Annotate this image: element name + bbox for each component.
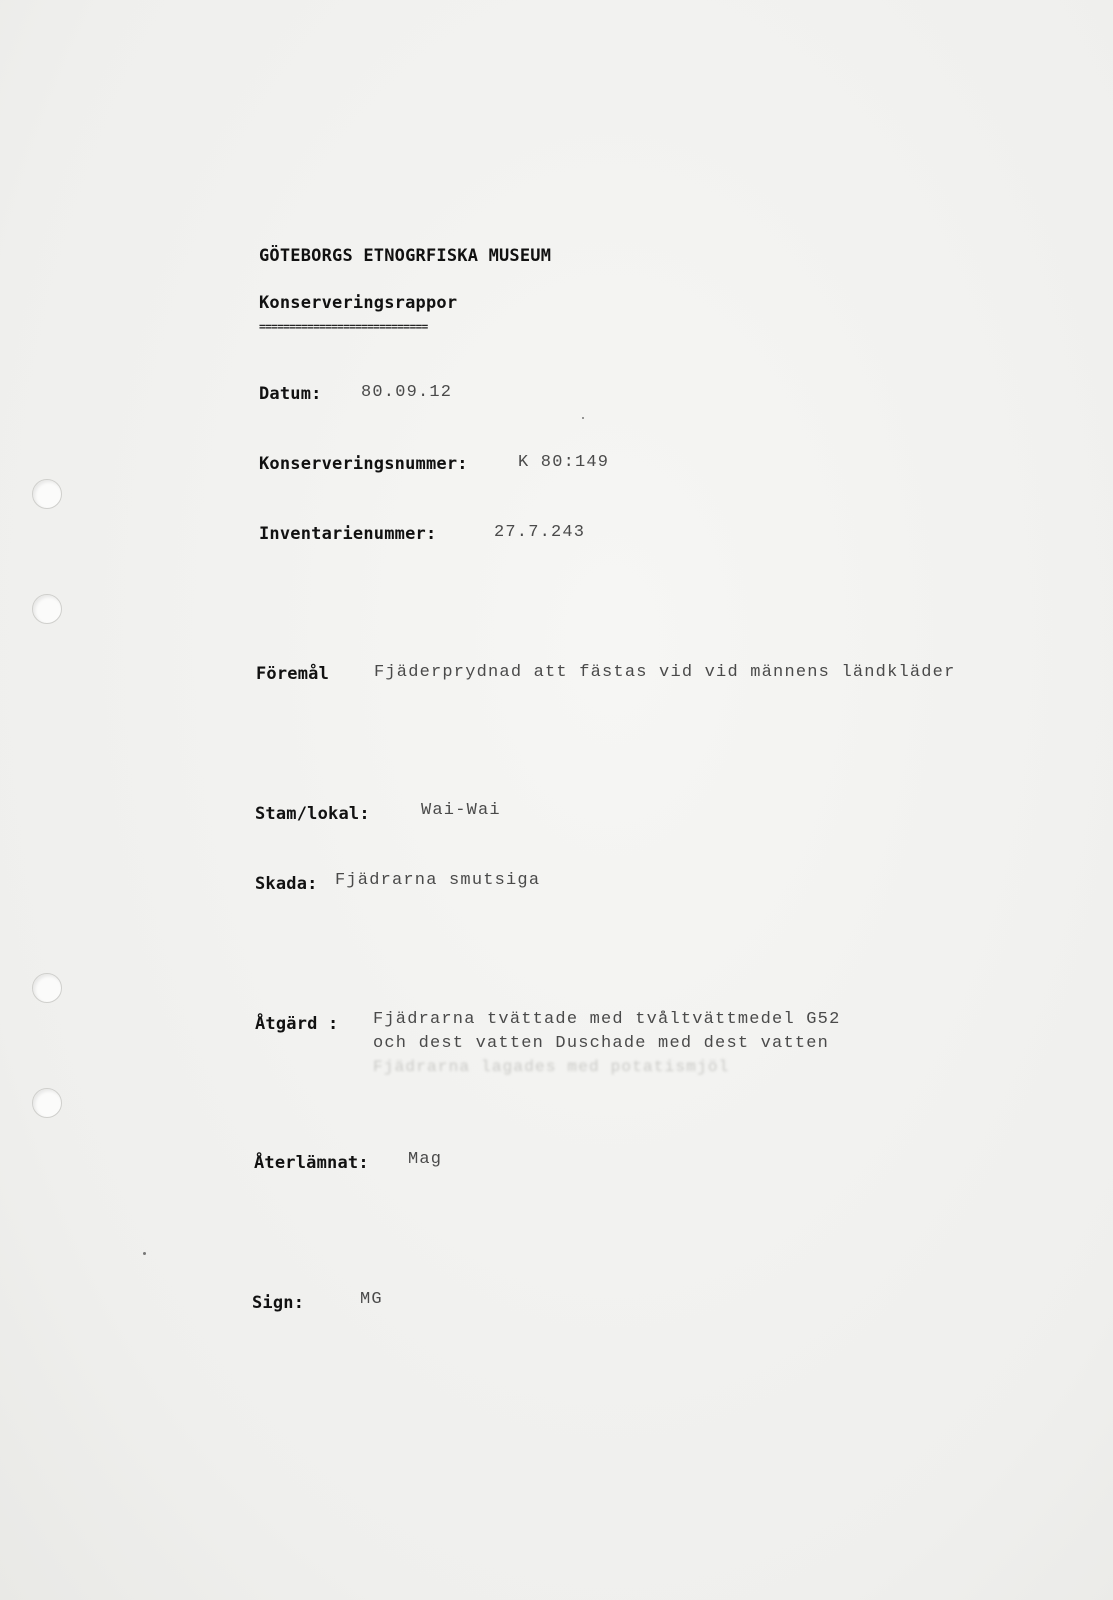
paper-speck bbox=[582, 417, 584, 419]
paper-speck bbox=[143, 1252, 146, 1255]
punch-hole bbox=[32, 594, 62, 624]
punch-hole bbox=[32, 1088, 62, 1118]
sign-value: MG bbox=[360, 1290, 383, 1309]
punch-hole bbox=[32, 973, 62, 1003]
konserveringsnummer-value: K 80:149 bbox=[518, 453, 610, 472]
institution-name: GÖTEBORGS ETNOGRFISKA MUSEUM bbox=[259, 246, 552, 266]
atgard-erased-line: Fjädrarna lagades med potatismjöl bbox=[373, 1058, 730, 1076]
stam-lokal-value: Wai-Wai bbox=[421, 801, 501, 820]
foremal-value: Fjäderprydnad att fästas vid vid männens ländkläder bbox=[374, 663, 956, 682]
datum-label: Datum: bbox=[259, 384, 322, 404]
aterlamnat-value: Mag bbox=[408, 1150, 443, 1169]
stam-lokal-label: Stam/lokal: bbox=[255, 804, 370, 824]
title-underline: ============================ bbox=[259, 320, 428, 333]
foremal-label: Föremål bbox=[256, 664, 330, 684]
datum-value: 80.09.12 bbox=[361, 383, 453, 402]
konserveringsnummer-label: Konserveringsnummer: bbox=[259, 454, 468, 474]
sign-label: Sign: bbox=[252, 1293, 305, 1313]
report-title: Konserveringsrappor bbox=[259, 293, 458, 313]
aterlamnat-label: Återlämnat: bbox=[254, 1153, 369, 1173]
skada-value: Fjädrarna smutsiga bbox=[335, 871, 541, 890]
atgard-label: Åtgärd : bbox=[255, 1014, 339, 1034]
atgard-line-1: Fjädrarna tvättade med tvåltvättmedel G52 bbox=[373, 1010, 841, 1029]
punch-hole bbox=[32, 479, 62, 509]
atgard-line-2: och dest vatten Duschade med dest vatten bbox=[373, 1034, 830, 1053]
skada-label: Skada: bbox=[255, 874, 318, 894]
inventarienummer-value: 27.7.243 bbox=[494, 523, 586, 542]
inventarienummer-label: Inventarienummer: bbox=[259, 524, 437, 544]
